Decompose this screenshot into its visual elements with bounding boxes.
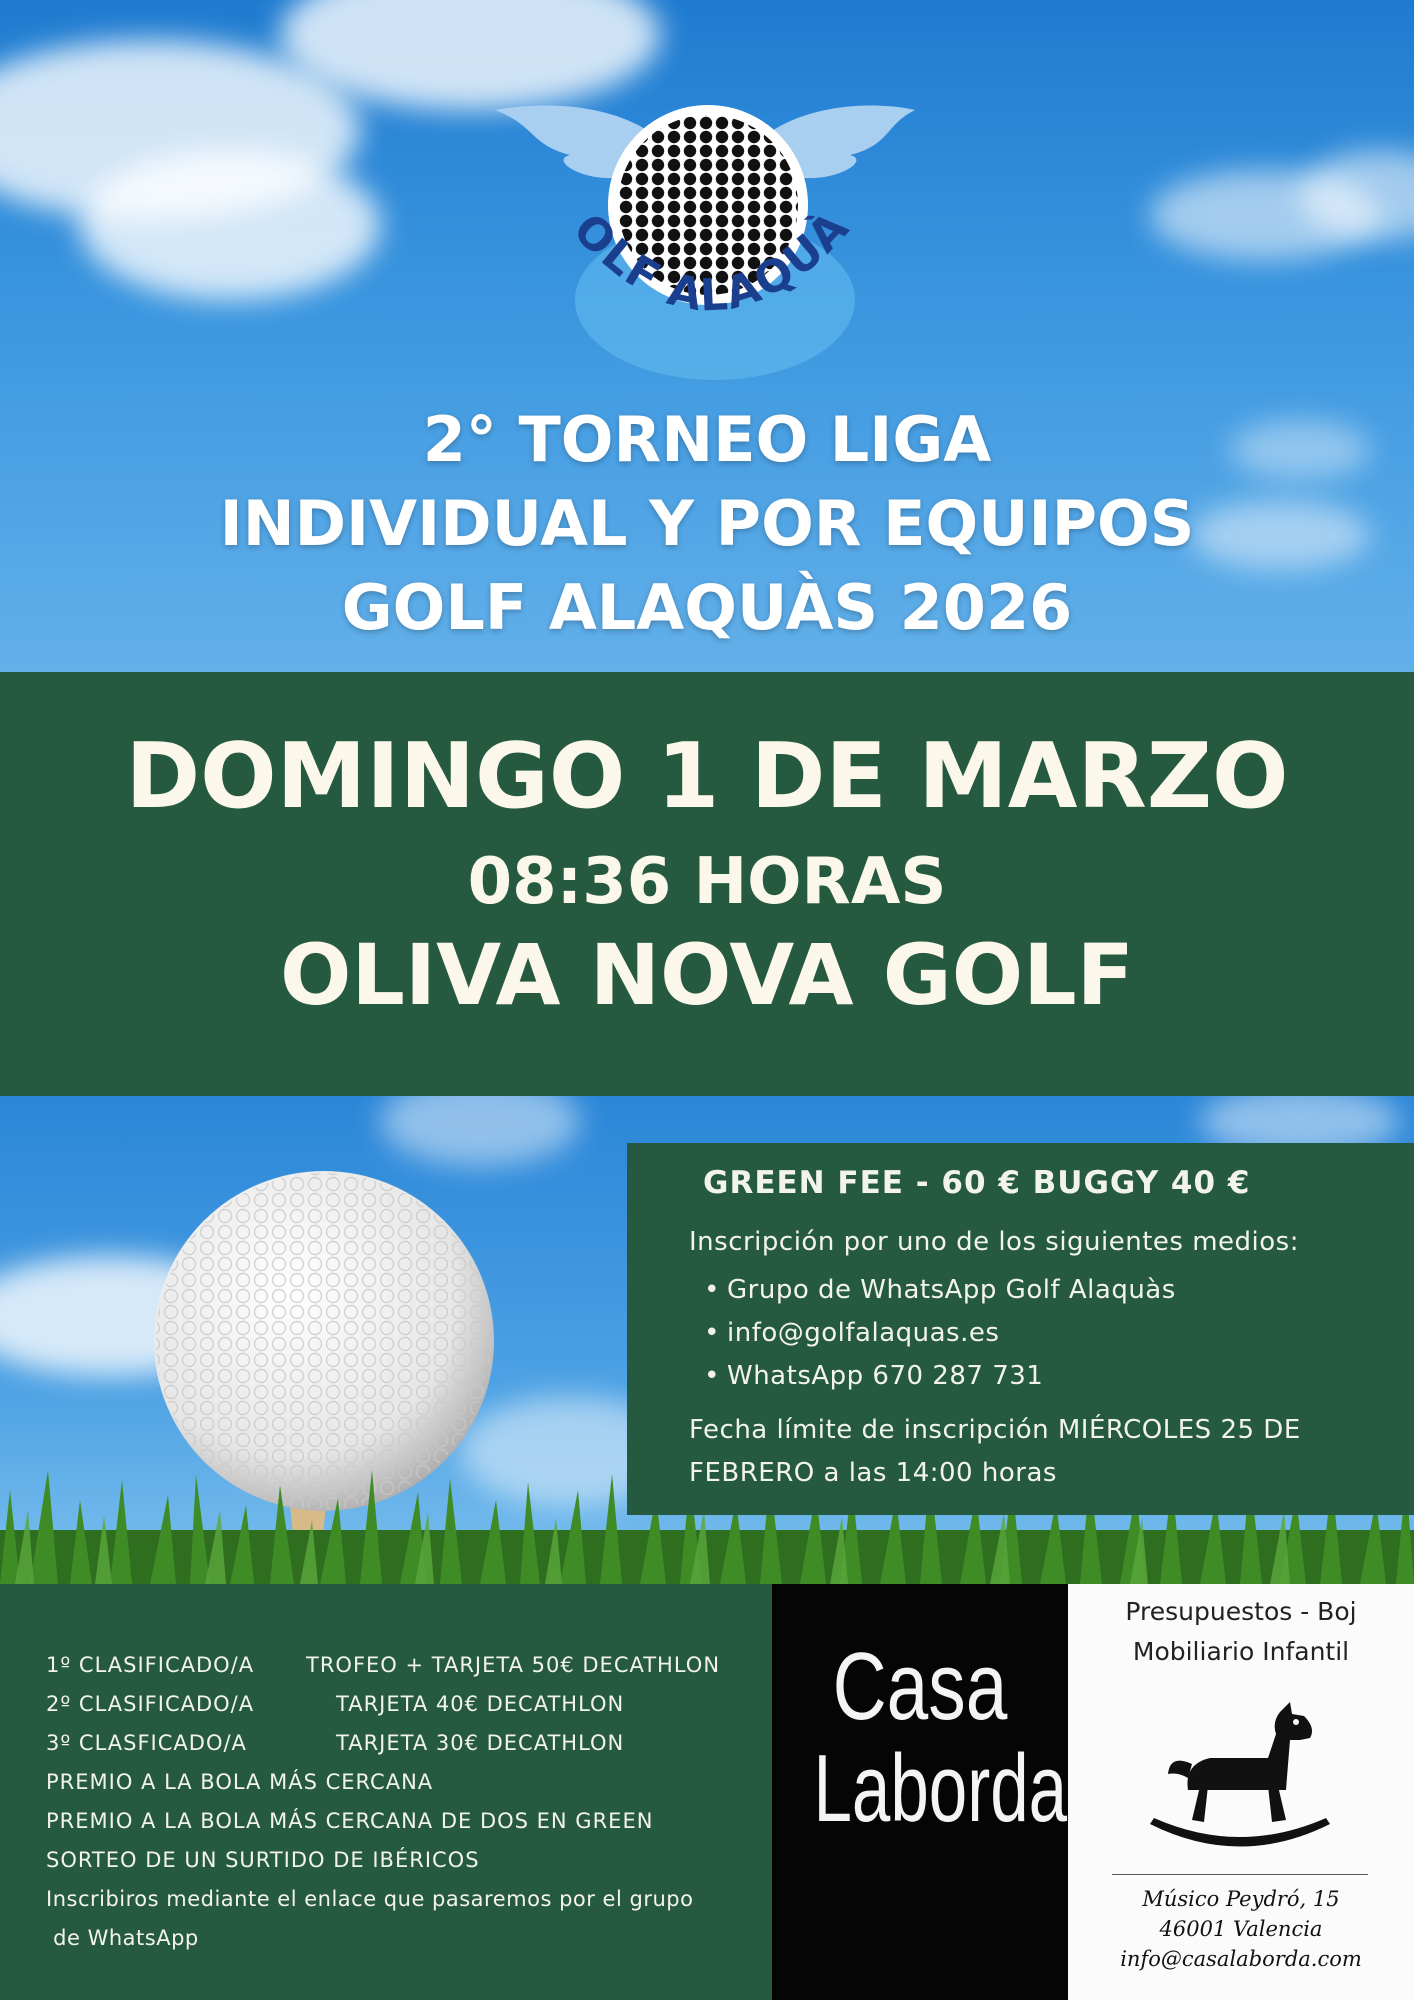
prize-extra: PREMIO A LA BOLA MÁS CERCANA xyxy=(46,1770,434,1794)
event-time: 08:36 HORAS xyxy=(467,845,947,919)
sponsor-services xyxy=(1068,1592,1414,1672)
title-line-3: GOLF ALAQUÀS 2026 xyxy=(341,571,1073,644)
prize-value: TROFEO + TARJETA 50€ DECATHLON xyxy=(306,1653,721,1677)
svg-text:GOLF ALAQUÀS: OLF ALAQUÀ xyxy=(563,201,860,322)
registration-methods-list xyxy=(689,1269,1176,1398)
registration-deadline: Fecha límite de inscripción MIÉRCOLES 25 DE FEBRERO a las 14:00 horas xyxy=(689,1415,1301,1488)
prize-extra: PREMIO A LA BOLA MÁS CERCANA DE DOS EN GREEN xyxy=(46,1809,654,1833)
sponsor-address-line-2: 46001 Valencia xyxy=(1159,1917,1323,1941)
prize-place-label: 2º CLASIFICADO/A xyxy=(46,1692,255,1716)
fees-text: GREEN FEE - 60 € BUGGY 40 € xyxy=(703,1165,1251,1201)
prize-place-label: 3º CLASFICADO/A xyxy=(46,1731,247,1755)
sponsor-email: info@casalaborda.com xyxy=(1120,1947,1362,1971)
list-item: • info@golfalaquas.es xyxy=(689,1312,1176,1355)
sponsor-address-line-1: Músico Peydró, 15 xyxy=(1142,1887,1340,1911)
list-item: • Grupo de WhatsApp Golf Alaquàs xyxy=(689,1269,1176,1312)
event-date: DOMINGO 1 DE MARZO xyxy=(125,724,1289,829)
sponsor-address xyxy=(1068,1884,1414,1974)
registration-note: de WhatsApp xyxy=(46,1926,199,1950)
registration-info-box xyxy=(627,1143,1414,1515)
event-details-band xyxy=(0,672,1414,1096)
golf-alaquas-logo xyxy=(490,60,930,390)
sponsor-services-line-1: Presupuestos - Boj xyxy=(1125,1597,1357,1626)
prizes-box xyxy=(0,1584,772,2000)
sponsor-name-line-2: Laborda xyxy=(813,1735,1068,1842)
sponsor-services-line-2: Mobiliario Infantil xyxy=(1132,1637,1350,1666)
registration-note: Inscribiros mediante el enlace que pasaremos por el grupo xyxy=(46,1887,694,1911)
tournament-title xyxy=(0,398,1414,650)
prize-row xyxy=(46,1646,721,1685)
sponsor-name-panel xyxy=(772,1584,1068,2000)
prize-place-label: 1º CLASIFICADO/A xyxy=(46,1653,255,1677)
sponsor-ad-casa-laborda xyxy=(772,1584,1414,2000)
list-item: • WhatsApp 670 287 731 xyxy=(689,1355,1176,1398)
sponsor-details-panel xyxy=(1068,1584,1414,2000)
prize-row xyxy=(46,1724,693,1763)
rocking-horse-icon xyxy=(1140,1694,1340,1854)
registration-intro: Inscripción por uno de los siguientes medios: xyxy=(689,1227,1299,1257)
title-line-1: 2° TORNEO LIGA xyxy=(422,403,992,476)
event-venue: OLIVA NOVA GOLF xyxy=(279,926,1135,1024)
sponsor-name-line-1: Casa xyxy=(832,1633,1008,1740)
prize-value: TARJETA 40€ DECATHLON xyxy=(336,1692,625,1716)
title-line-2: INDIVIDUAL Y POR EQUIPOS xyxy=(219,487,1195,560)
prize-extra: SORTEO DE UN SURTIDO DE IBÉRICOS xyxy=(46,1848,480,1872)
prize-value: TARJETA 30€ DECATHLON xyxy=(336,1731,625,1755)
prize-row xyxy=(46,1685,693,1724)
divider xyxy=(1112,1874,1368,1875)
cloud xyxy=(80,150,380,300)
